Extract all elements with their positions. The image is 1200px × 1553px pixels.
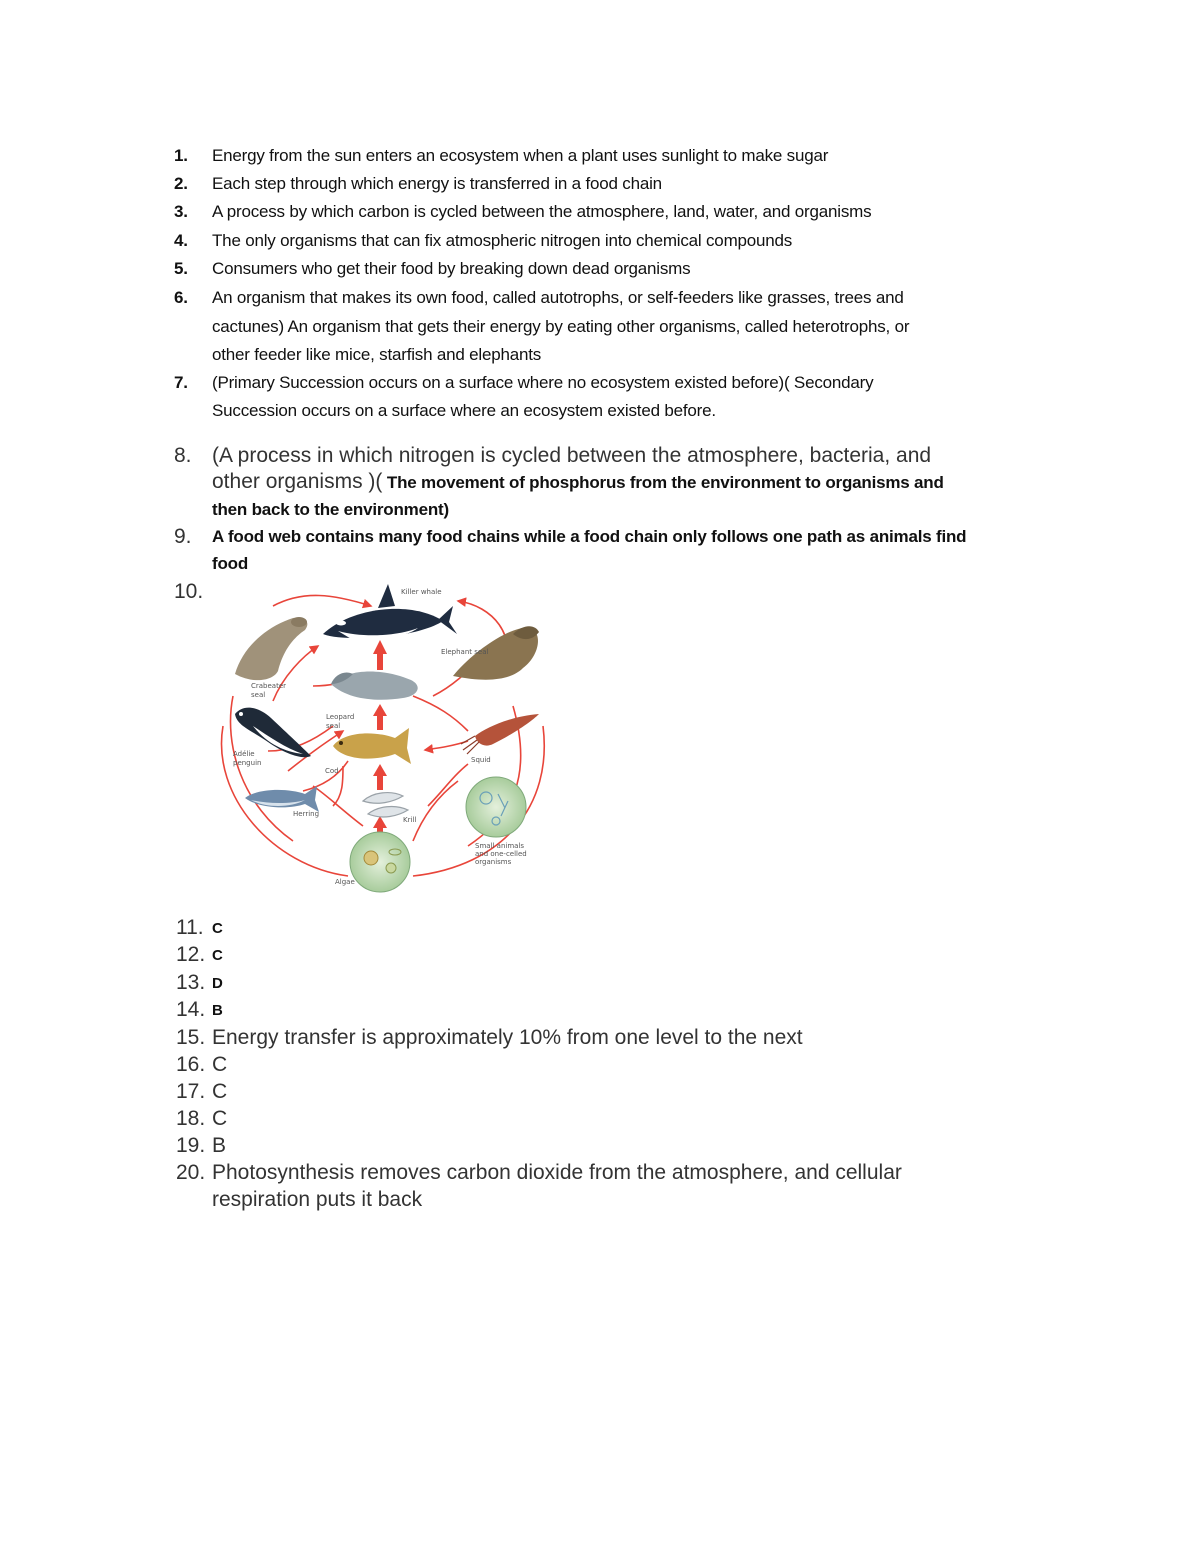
item-text: Consumers who get their food by breaking down dead organisms [212, 259, 691, 278]
item-number: 14. [176, 998, 206, 1021]
item-text: The only organisms that can fix atmospheric nitrogen into chemical compounds [212, 231, 793, 250]
item-text: The movement of phosphorus from the environment to organisms and [382, 473, 944, 492]
crabeater-seal-illustration [235, 617, 307, 680]
item-number: 1. [174, 146, 188, 165]
item-number: 17. [176, 1080, 206, 1103]
cod-illustration [333, 728, 411, 764]
item-text: other organisms )( [212, 470, 383, 493]
item-text: other feeder like mice, starfish and elephants [212, 345, 542, 364]
squid-illustration [461, 714, 539, 754]
item-number: 4. [174, 231, 188, 250]
item-text: Succession occurs on a surface where an ecosystem existed before. [212, 401, 716, 420]
item-number: 13. [176, 971, 206, 994]
item-number: 16. [176, 1053, 206, 1076]
item-text: then back to the environment) [212, 500, 449, 519]
item-answer: C [212, 947, 223, 964]
label-adelie-penguin: Adélie [233, 750, 255, 758]
leopard-seal-illustration [331, 671, 418, 699]
item-text: (Primary Succession occurs on a surface where no ecosystem existed before)( Secondary [212, 373, 874, 392]
label-crabeater-seal-2: seal [251, 691, 266, 699]
krill-illustration [363, 793, 408, 817]
item-number: 19. [176, 1134, 206, 1157]
item-answer: respiration puts it back [212, 1188, 423, 1211]
food-web-figure [213, 576, 549, 894]
item-answer: B [212, 1134, 227, 1157]
label-leopard-seal-2: seal [326, 722, 341, 730]
item-text: A food web contains many food chains while a food chain only follows one path as animals find [212, 527, 967, 546]
label-adelie-penguin-2: penguin [233, 759, 262, 767]
item-text-mixed [212, 470, 944, 494]
item-answer: C [212, 1053, 228, 1076]
label-small-animals-3: organisms [475, 858, 512, 866]
item-text: Each step through which energy is transferred in a food chain [212, 174, 662, 193]
item-number: 10. [174, 580, 204, 603]
item-number: 3. [174, 202, 188, 221]
label-small-animals: Small animals [475, 842, 525, 850]
item-number: 5. [174, 259, 188, 278]
label-elephant-seal: Elephant seal [441, 648, 489, 656]
item-number: 6. [174, 288, 188, 307]
item-answer: Photosynthesis removes carbon dioxide from the atmosphere, and cellular [212, 1161, 902, 1184]
item-text: An organism that makes its own food, called autotrophs, or self-feeders like grasses, trees and [212, 288, 904, 307]
item-answer: C [212, 920, 223, 937]
small-animals-illustration [466, 777, 526, 837]
label-leopard-seal: Leopard [326, 713, 355, 721]
label-small-animals-2: and one-celled [475, 850, 527, 858]
label-algae: Algae [335, 878, 355, 886]
item-text: (A process in which nitrogen is cycled between the atmosphere, bacteria, and [212, 444, 932, 467]
item-answer: B [212, 1002, 223, 1019]
item-text: food [212, 554, 249, 573]
algae-illustration [350, 832, 410, 892]
item-number: 18. [176, 1107, 206, 1130]
label-squid: Squid [471, 756, 491, 764]
item-number: 7. [174, 373, 188, 392]
item-text: Energy from the sun enters an ecosystem when a plant uses sunlight to make sugar [212, 146, 829, 165]
item-number: 15. [176, 1026, 206, 1049]
label-herring: Herring [293, 810, 320, 818]
label-crabeater-seal: Crabeater [251, 682, 287, 690]
item-text: cactunes) An organism that gets their energy by eating other organisms, called heterotrophs, or [212, 317, 910, 336]
item-text: A process by which carbon is cycled between the atmosphere, land, water, and organisms [212, 202, 872, 221]
label-cod: Cod [325, 767, 339, 775]
item-number: 9. [174, 525, 192, 548]
item-number: 2. [174, 174, 188, 193]
label-killer-whale: Killer whale [401, 588, 442, 596]
item-number: 12. [176, 943, 206, 966]
item-answer: Energy transfer is approximately 10% from one level to the next [212, 1026, 803, 1049]
item-number: 20. [176, 1161, 206, 1184]
label-krill: Krill [403, 816, 417, 824]
item-answer: C [212, 1080, 228, 1103]
item-answer: D [212, 975, 223, 992]
item-answer: C [212, 1107, 228, 1130]
item-number: 8. [174, 444, 192, 467]
item-number: 11. [176, 916, 204, 939]
